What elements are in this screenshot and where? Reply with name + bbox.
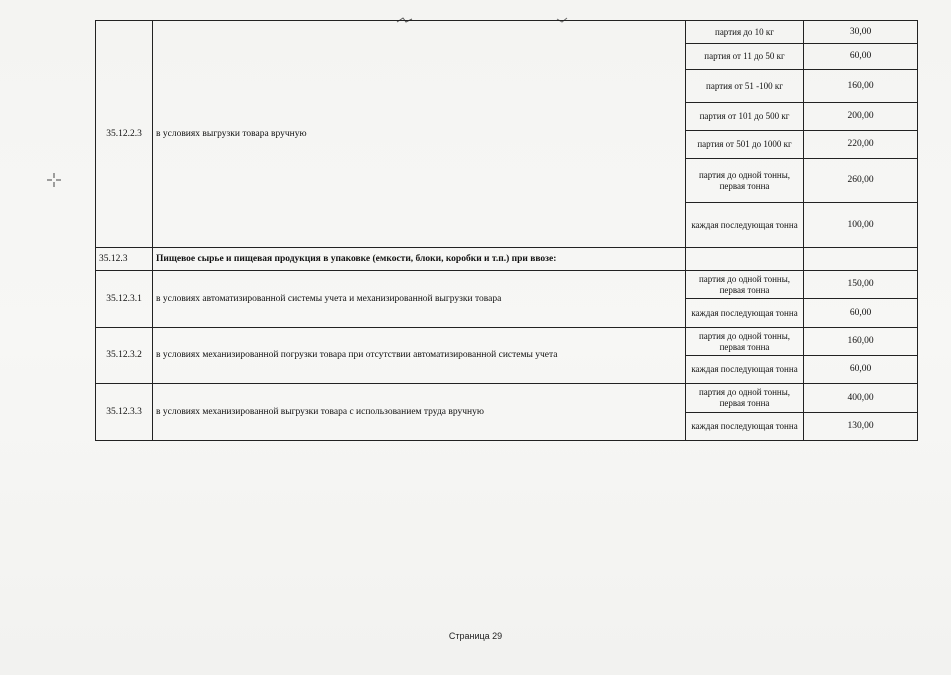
price-cell: 130,00 bbox=[804, 413, 918, 441]
unit-cell: партия от 11 до 50 кг bbox=[686, 44, 804, 70]
item-code: 35.12.3.1 bbox=[96, 271, 153, 328]
section-row bbox=[96, 248, 918, 271]
table-row bbox=[96, 271, 918, 299]
unit-cell: партия от 51 -100 кг bbox=[686, 70, 804, 103]
unit-cell bbox=[686, 248, 804, 271]
unit-cell: партия до 10 кг bbox=[686, 21, 804, 44]
item-code: 35.12.2.3 bbox=[96, 21, 153, 248]
item-code: 35.12.3.3 bbox=[96, 384, 153, 441]
item-description: в условиях механизированной выгрузки товара с использованием труда вручную bbox=[153, 384, 686, 441]
unit-cell: партия до одной тонны, первая тонна bbox=[686, 328, 804, 356]
tariff-table bbox=[95, 20, 918, 441]
price-cell: 160,00 bbox=[804, 328, 918, 356]
unit-cell: партия до одной тонны, первая тонна bbox=[686, 384, 804, 413]
item-description: в условиях механизированной погрузки товара при отсутствии автоматизированной системы учета bbox=[153, 328, 686, 384]
price-cell: 60,00 bbox=[804, 299, 918, 328]
unit-cell: партия до одной тонны, первая тонна bbox=[686, 271, 804, 299]
section-code: 35.12.3 bbox=[96, 248, 153, 271]
table-row bbox=[96, 21, 918, 44]
price-cell: 60,00 bbox=[804, 44, 918, 70]
item-description: в условиях выгрузки товара вручную bbox=[153, 21, 686, 248]
unit-cell: каждая последующая тонна bbox=[686, 413, 804, 441]
price-cell: 60,00 bbox=[804, 356, 918, 384]
unit-cell: каждая последующая тонна bbox=[686, 299, 804, 328]
unit-cell: партия до одной тонны, первая тонна bbox=[686, 159, 804, 203]
item-description: в условиях автоматизированной системы учета и механизированной выгрузки товара bbox=[153, 271, 686, 328]
price-cell: 220,00 bbox=[804, 131, 918, 159]
price-cell: 160,00 bbox=[804, 70, 918, 103]
unit-cell: партия от 501 до 1000 кг bbox=[686, 131, 804, 159]
unit-cell: каждая последующая тонна bbox=[686, 356, 804, 384]
price-cell: 260,00 bbox=[804, 159, 918, 203]
price-cell: 400,00 bbox=[804, 384, 918, 413]
section-title: Пищевое сырье и пищевая продукция в упаковке (емкости, блоки, коробки и т.п.) при ввозе: bbox=[153, 248, 686, 271]
price-cell: 30,00 bbox=[804, 21, 918, 44]
page-number: Страница 29 bbox=[448, 631, 503, 641]
price-cell: 150,00 bbox=[804, 271, 918, 299]
price-cell: 100,00 bbox=[804, 203, 918, 248]
price-cell bbox=[804, 248, 918, 271]
crosshair-mark-icon bbox=[46, 172, 62, 188]
unit-cell: партия от 101 до 500 кг bbox=[686, 103, 804, 131]
item-code: 35.12.3.2 bbox=[96, 328, 153, 384]
price-cell: 200,00 bbox=[804, 103, 918, 131]
table-row bbox=[96, 328, 918, 356]
unit-cell: каждая последующая тонна bbox=[686, 203, 804, 248]
table-row bbox=[96, 384, 918, 413]
